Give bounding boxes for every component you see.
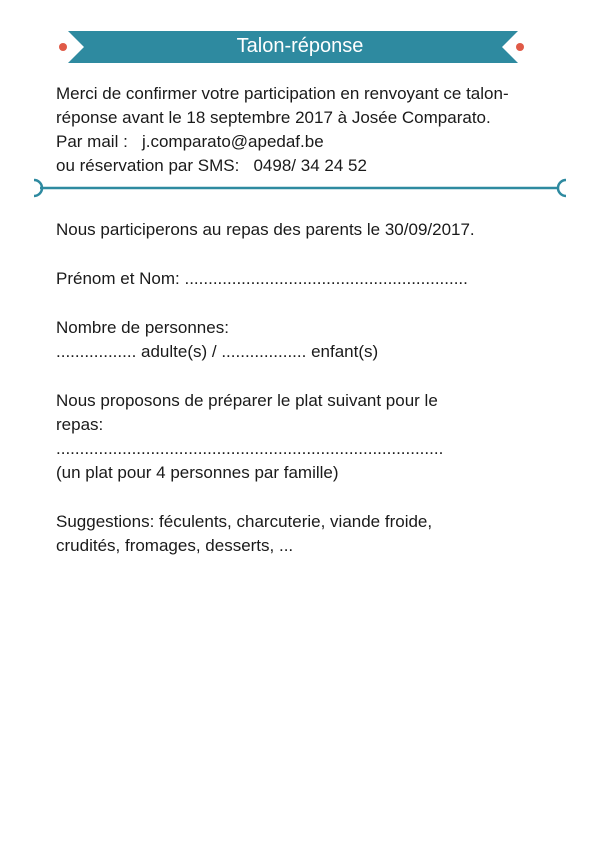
reply-form: [56, 218, 556, 558]
intro-text: [56, 82, 556, 178]
intro-line: ou réservation par SMS: 0498/ 34 24 52: [56, 156, 367, 175]
name-field: Prénom et Nom: ............................................................: [56, 269, 468, 288]
dish-note: (un plat pour 4 personnes par famille): [56, 463, 339, 482]
suggestions-text: Suggestions: féculents, charcuterie, viande froide,: [56, 512, 433, 531]
dish-label: Nous proposons de préparer le plat suivant pour le: [56, 391, 438, 410]
suggestions-text: crudités, fromages, desserts, ...: [56, 536, 294, 555]
intro-line: Par mail : j.comparato@apedaf.be: [56, 132, 324, 151]
dish-field: ..................................................................................: [56, 439, 444, 458]
people-field: ................. adulte(s) / .................. enfant(s): [56, 342, 379, 361]
divider: [0, 170, 600, 210]
dish-label: repas:: [56, 415, 104, 434]
intro-line: Merci de confirmer votre participation en renvoyant ce talon-: [56, 84, 509, 103]
participation-text: Nous participerons au repas des parents le 30/09/2017.: [56, 220, 475, 239]
people-label: Nombre de personnes:: [56, 318, 229, 337]
intro-line: réponse avant le 18 septembre 2017 à Josée Comparato.: [56, 108, 491, 127]
banner-title: Talon-réponse: [236, 35, 364, 57]
